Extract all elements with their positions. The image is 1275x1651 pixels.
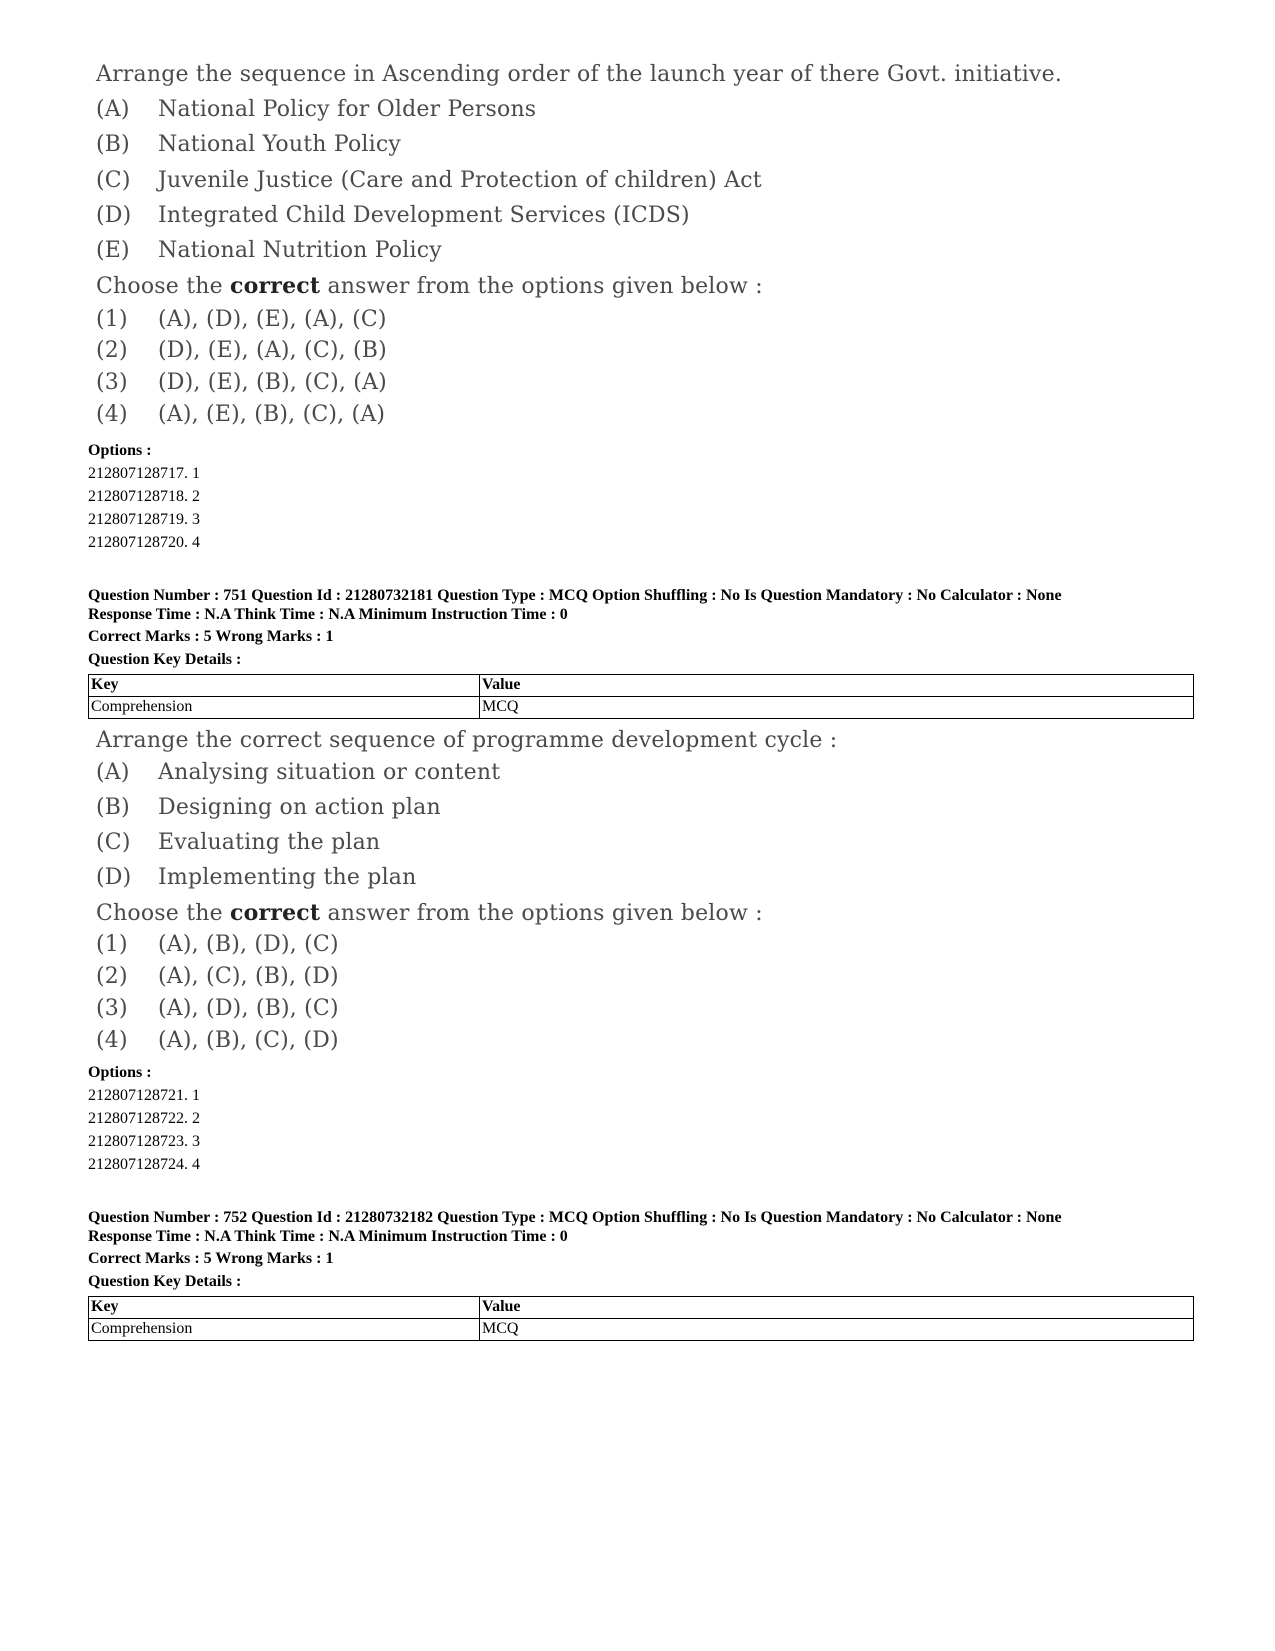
key-details-heading: Question Key Details :: [88, 1273, 242, 1290]
list-item: (C) Juvenile Justice (Care and Protection of children) Act: [96, 168, 762, 193]
list-item: (B) Designing on action plan: [96, 795, 441, 820]
table-row: [89, 1319, 1194, 1341]
answer-choice: (2) (D), (E), (A), (C), (B): [96, 338, 387, 363]
question-stem: Arrange the correct sequence of programme development cycle :: [96, 728, 838, 753]
list-item: (D) Integrated Child Development Services (ICDS): [96, 203, 690, 228]
question-meta-line: Question Number : 751 Question Id : 21280732181 Question Type : MCQ Option Shuffling : No Is Question Mandatory : No Calculator : None: [88, 587, 1062, 604]
key-details-table: [88, 674, 1194, 719]
option-id: 212807128721. 1: [88, 1087, 200, 1104]
question-meta-line: Question Number : 752 Question Id : 21280732182 Question Type : MCQ Option Shuffling : No Is Question Mandatory : No Calculator : None: [88, 1209, 1062, 1226]
answer-choice: (2) (A), (C), (B), (D): [96, 964, 339, 989]
option-id: 212807128717. 1: [88, 465, 200, 482]
question-meta-line: Response Time : N.A Think Time : N.A Minimum Instruction Time : 0: [88, 1228, 568, 1245]
key-details-heading: Question Key Details :: [88, 651, 242, 668]
answer-choice: (3) (A), (D), (B), (C): [96, 996, 339, 1021]
option-id: 212807128724. 4: [88, 1156, 200, 1173]
key-details-table: [88, 1296, 1194, 1341]
table-cell-key: Comprehension: [89, 697, 480, 719]
answer-choice: (1) (A), (D), (E), (A), (C): [96, 307, 387, 332]
table-header-value: Value: [480, 1297, 1194, 1319]
option-id: 212807128722. 2: [88, 1110, 200, 1127]
marks-line: Correct Marks : 5 Wrong Marks : 1: [88, 1250, 334, 1267]
marks-line: Correct Marks : 5 Wrong Marks : 1: [88, 628, 334, 645]
question-meta-752: [88, 1208, 1198, 1246]
list-item: (B) National Youth Policy: [96, 132, 402, 157]
question-stem: Arrange the sequence in Ascending order of the launch year of there Govt. initiative.: [96, 62, 1063, 87]
question-meta-751: [88, 586, 1198, 624]
choose-instruction: Choose the correct answer from the options given below :: [96, 273, 763, 299]
option-id: 212807128718. 2: [88, 488, 200, 505]
option-id: 212807128719. 3: [88, 511, 200, 528]
choose-instruction: Choose the correct answer from the options given below :: [96, 900, 763, 926]
table-header-row: [89, 675, 1194, 697]
answer-choice: (4) (A), (B), (C), (D): [96, 1028, 339, 1053]
question-meta-line: Response Time : N.A Think Time : N.A Minimum Instruction Time : 0: [88, 606, 568, 623]
list-item: (D) Implementing the plan: [96, 865, 417, 890]
option-id: 212807128720. 4: [88, 534, 200, 551]
options-heading: Options :: [88, 1064, 152, 1081]
table-header-key: Key: [89, 675, 480, 697]
answer-choice: (4) (A), (E), (B), (C), (A): [96, 402, 386, 427]
list-item: (E) National Nutrition Policy: [96, 238, 442, 263]
answer-choice: (3) (D), (E), (B), (C), (A): [96, 370, 387, 395]
options-heading: Options :: [88, 442, 152, 459]
table-row: [89, 697, 1194, 719]
list-item: (A) Analysing situation or content: [96, 760, 501, 785]
answer-choice: (1) (A), (B), (D), (C): [96, 932, 339, 957]
table-header-value: Value: [480, 675, 1194, 697]
list-item: (A) National Policy for Older Persons: [96, 97, 537, 122]
table-cell-value: MCQ: [480, 697, 1194, 719]
table-header-key: Key: [89, 1297, 480, 1319]
list-item: (C) Evaluating the plan: [96, 830, 381, 855]
option-id: 212807128723. 3: [88, 1133, 200, 1150]
table-cell-key: Comprehension: [89, 1319, 480, 1341]
table-cell-value: MCQ: [480, 1319, 1194, 1341]
table-header-row: [89, 1297, 1194, 1319]
